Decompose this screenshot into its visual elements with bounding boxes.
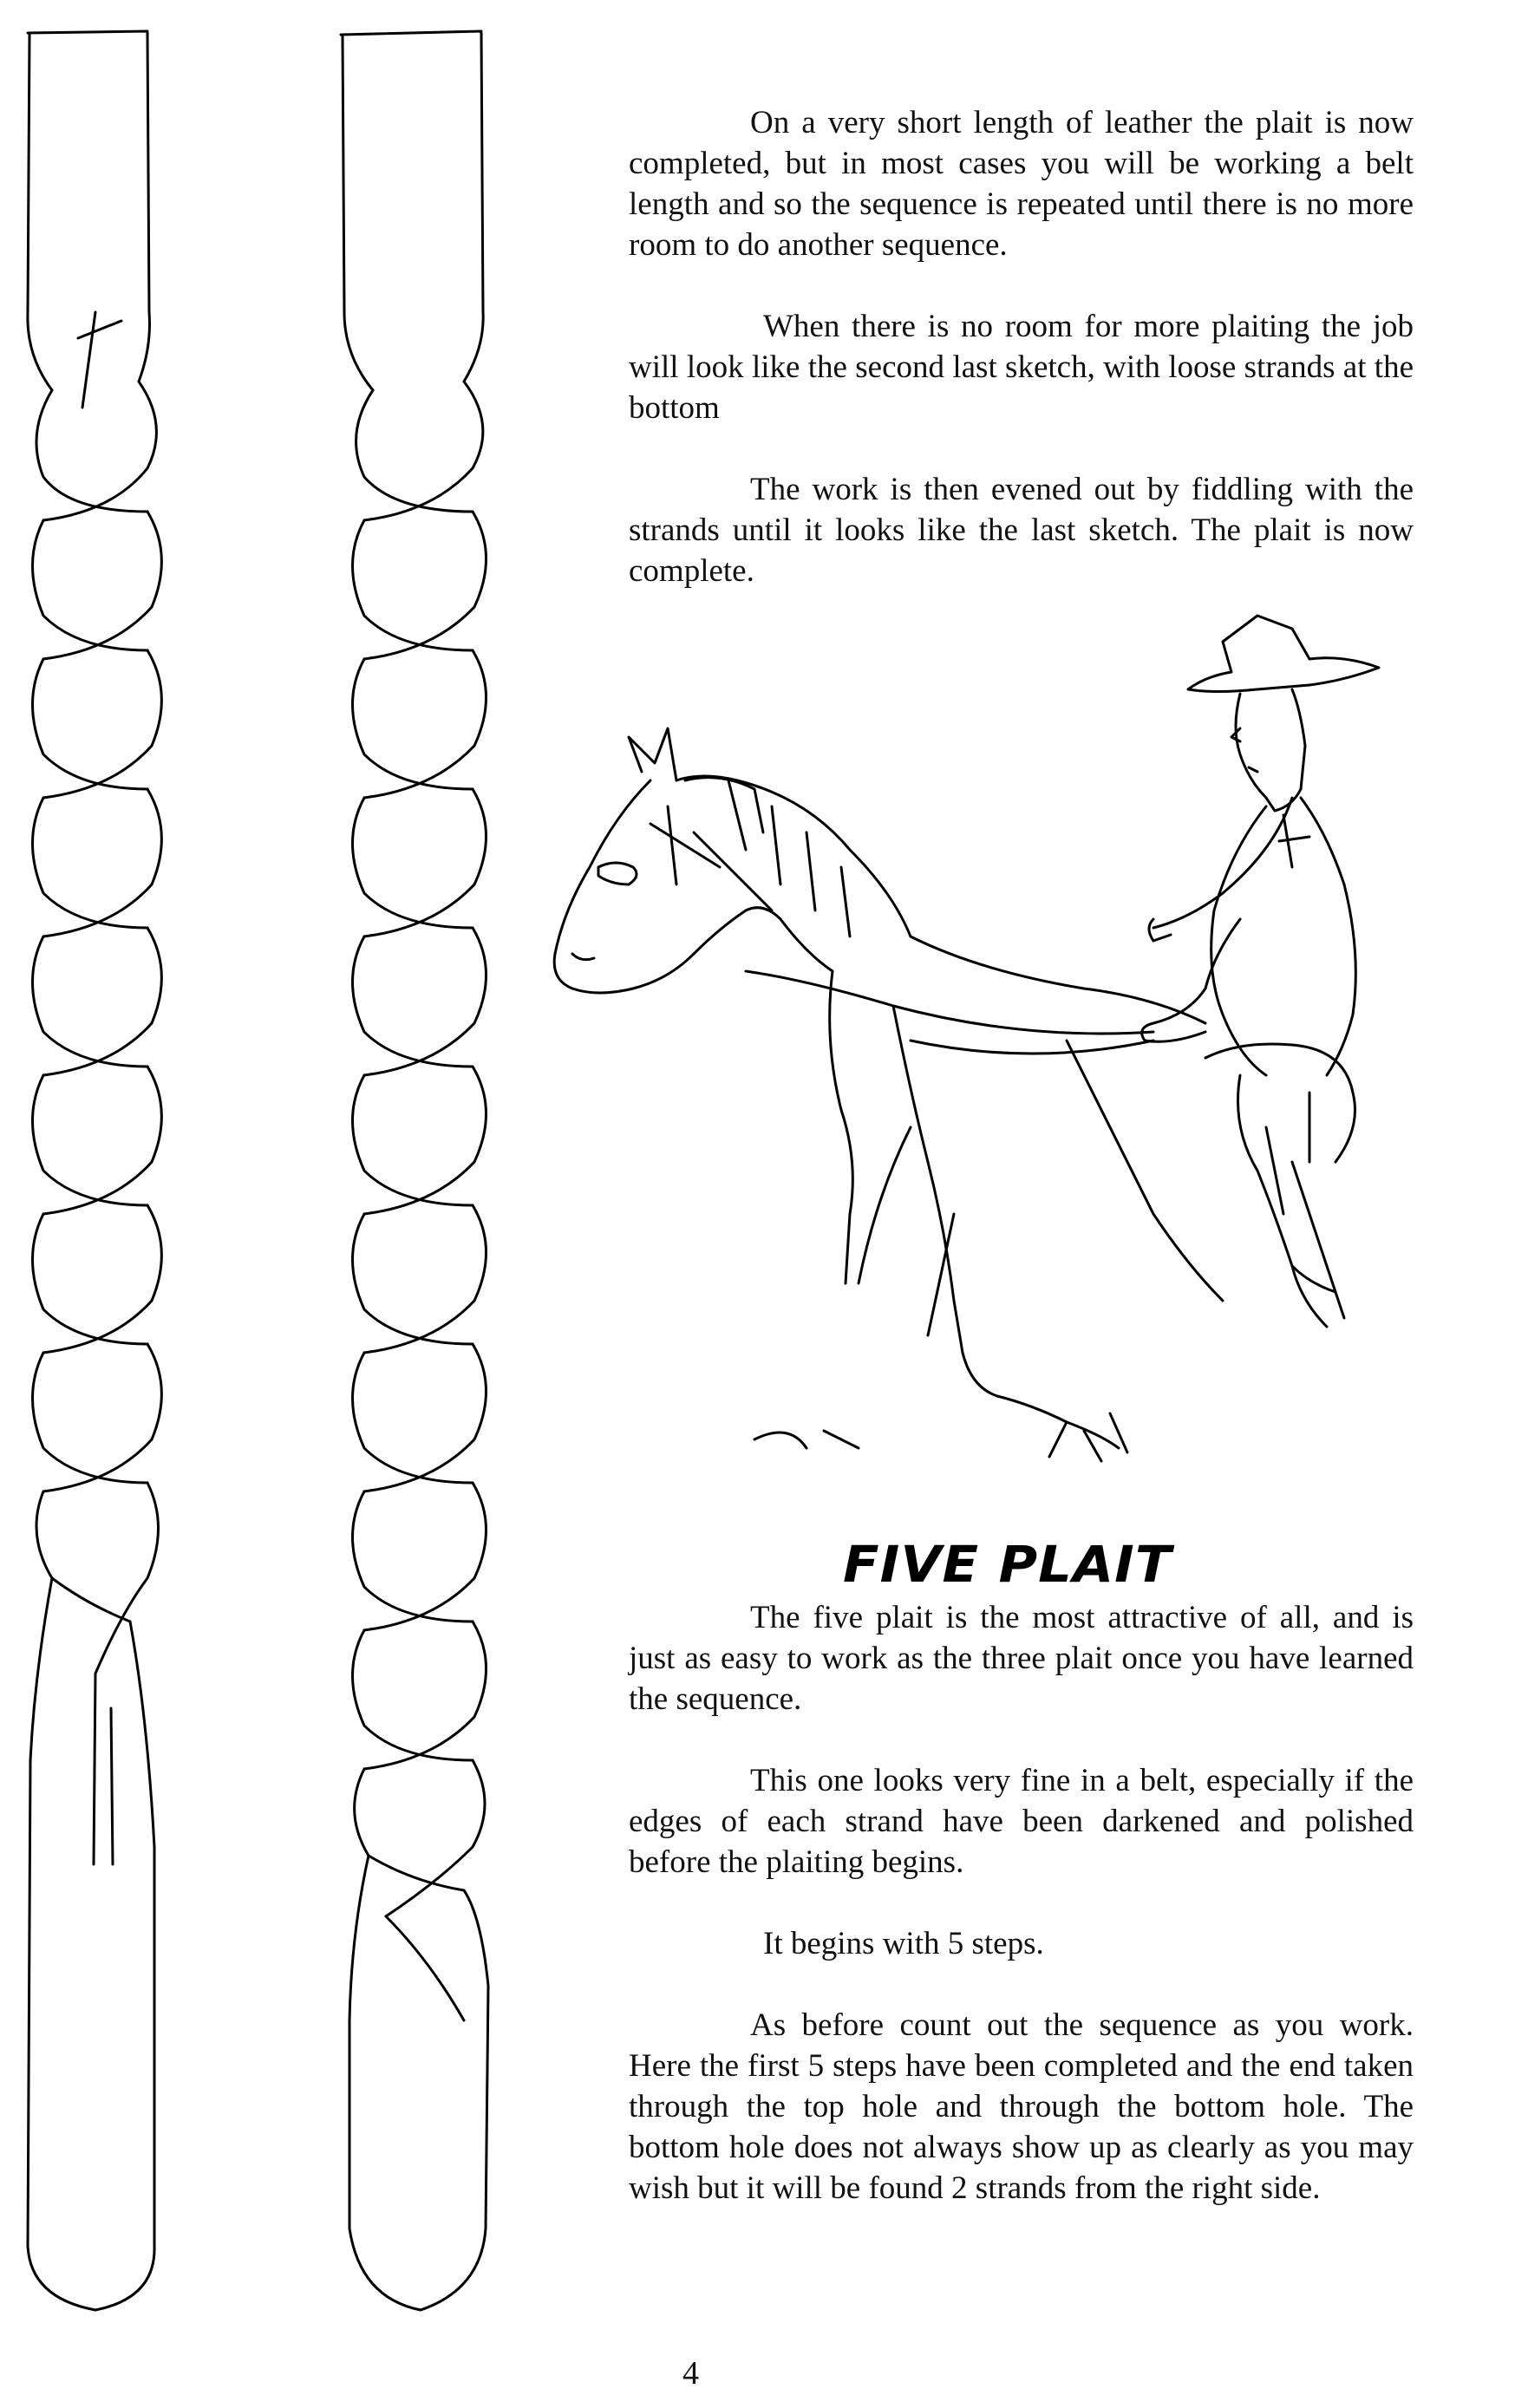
rider-on-horse-sketch <box>546 607 1414 1474</box>
paragraph: On a very short length of leather the plait is now completed, but in most cases you will be working a belt length and so the sequence is repeated until there is no more room to do another sequence. <box>629 105 1414 263</box>
page-number: 4 <box>682 2355 699 2392</box>
paragraph: The work is then evened out by fiddling with the strands until it looks like the last sketch. The plait is now complete. <box>629 472 1414 589</box>
plait-sketch-finished <box>334 26 507 2315</box>
section-title: FIVE PLAIT <box>843 1535 1172 1594</box>
paragraph: This one looks very fine in a belt, especially if the edges of each strand have been darkened and polished before the plaiting begins. <box>629 1763 1414 1880</box>
paragraph: When there is no room for more plaiting the job will look like the second last sketch, with loose strands at the bottom <box>629 309 1414 426</box>
bottom-text-column <box>629 1597 1414 2249</box>
paragraph: It begins with 5 steps. <box>763 1926 1044 1961</box>
top-text-column <box>629 102 1414 632</box>
paragraph: The five plait is the most attractive of all, and is just as easy to work as the three plait once you have learned the sequence. <box>629 1600 1414 1717</box>
plait-sketch-loose-strands <box>17 26 182 2315</box>
paragraph: As before count out the sequence as you work. Here the first 5 steps have been completed and the end taken through the top hole and through the bottom hole. The bottom hole does not always show up as clearly as you may wish but it will be found 2 strands from the right side. <box>629 2007 1414 2206</box>
